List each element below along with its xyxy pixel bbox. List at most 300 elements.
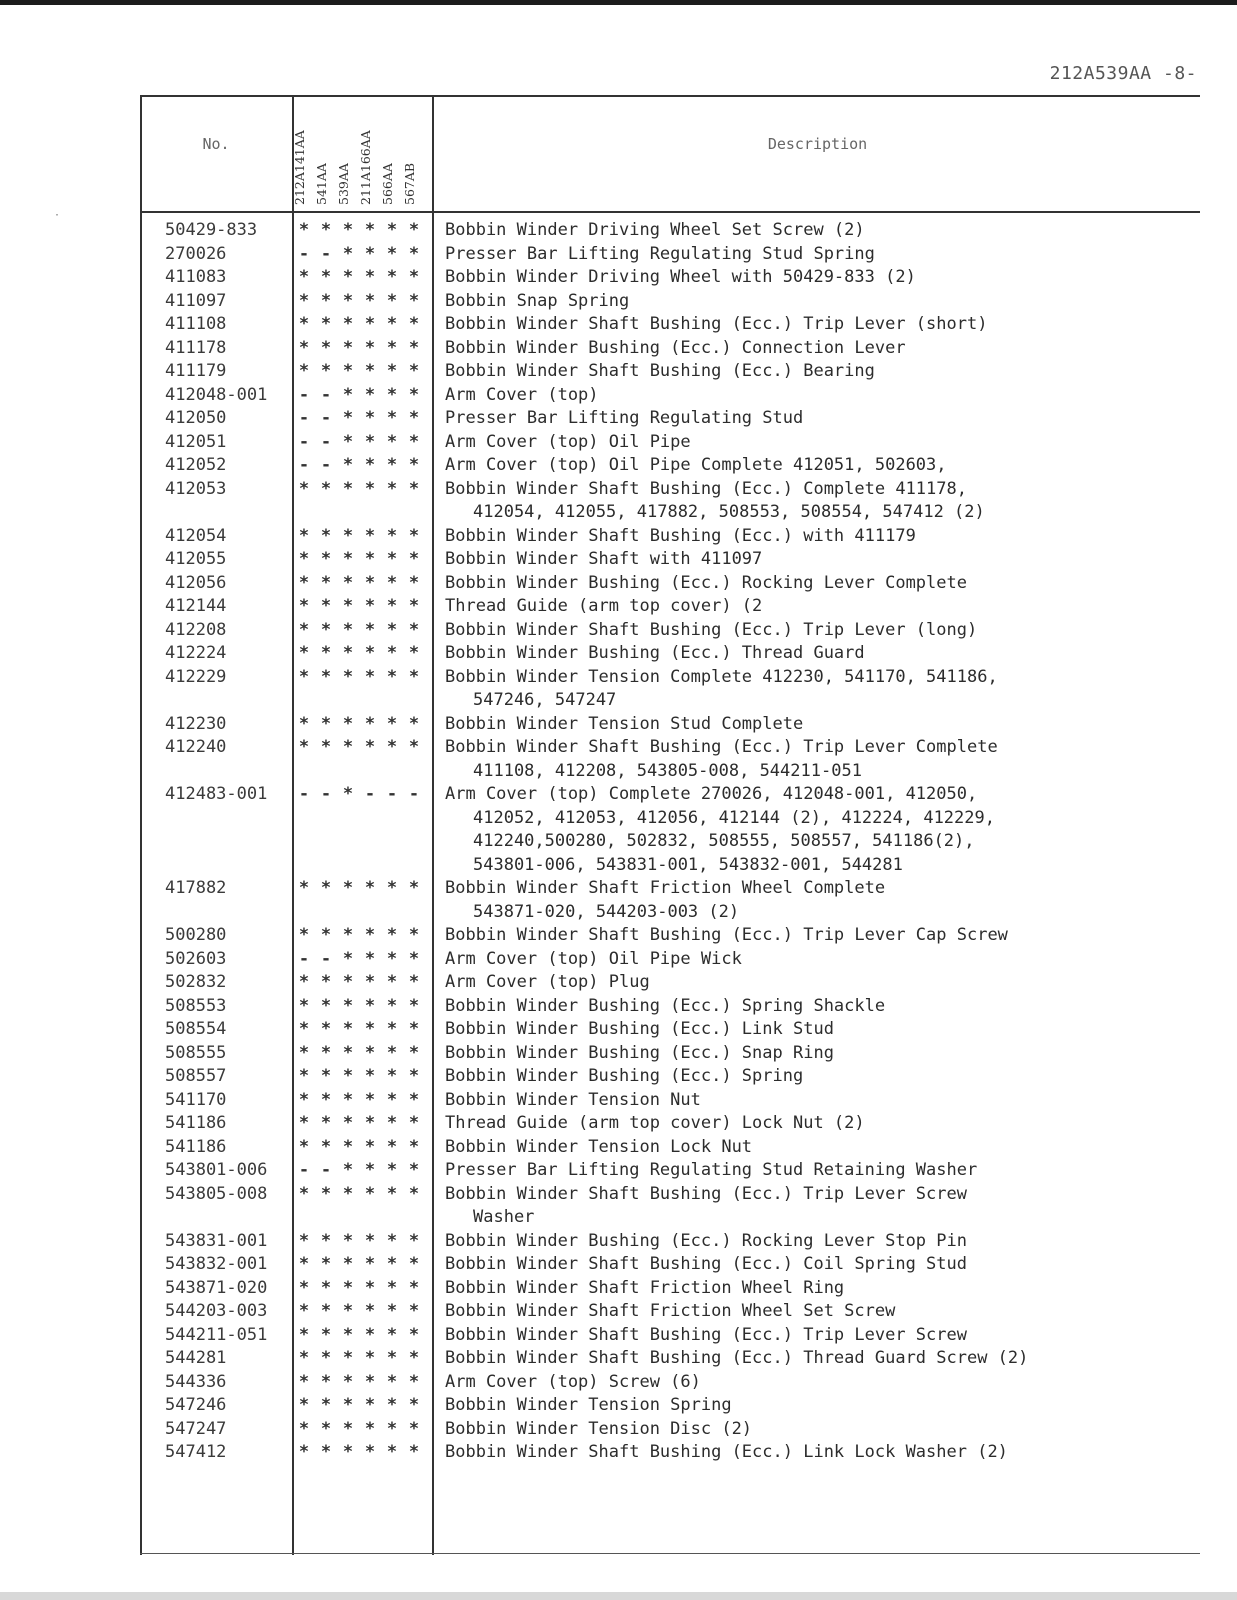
model-mark: * xyxy=(386,290,398,311)
model-mark: * xyxy=(342,220,354,240)
description-line: Bobbin Winder Shaft Friction Wheel Complete xyxy=(445,878,886,898)
model-mark: * xyxy=(342,878,354,898)
model-mark: - xyxy=(386,784,398,804)
model-mark: - xyxy=(298,455,310,475)
model-mark: * xyxy=(364,1254,376,1274)
model-mark: * xyxy=(320,314,332,334)
model-mark: * xyxy=(364,431,376,452)
part-number: 541170 xyxy=(165,1089,227,1110)
model-marks xyxy=(294,736,434,760)
part-number: 502832 xyxy=(165,972,227,992)
description-line: Thread Guide (arm top cover) Lock Nut (2) xyxy=(445,1113,865,1133)
table-row xyxy=(140,1136,1200,1160)
description-line: Bobbin Winder Tension Disc (2) xyxy=(445,1418,753,1439)
model-mark: * xyxy=(364,314,376,334)
description-line: Bobbin Winder Shaft Bushing (Ecc.) Coil Spring Stud xyxy=(445,1254,967,1274)
model-mark: * xyxy=(364,948,376,969)
model-mark: * xyxy=(408,267,420,287)
model-mark: * xyxy=(342,1442,354,1462)
description-line: Bobbin Winder Bushing (Ecc.) Snap Ring xyxy=(445,1042,834,1063)
part-description xyxy=(445,243,1200,267)
model-mark: * xyxy=(386,948,398,969)
model-mark: * xyxy=(386,596,398,616)
model-marks xyxy=(294,642,434,666)
model-mark: * xyxy=(386,1277,398,1298)
model-mark: * xyxy=(342,713,354,734)
model-mark: * xyxy=(298,643,310,663)
model-mark: * xyxy=(342,1089,354,1110)
part-description xyxy=(445,1347,1200,1371)
model-mark: * xyxy=(364,1019,376,1039)
part-number: 544336 xyxy=(165,1371,227,1392)
margin-speck: · xyxy=(54,210,61,221)
model-mark: * xyxy=(298,972,310,992)
part-description xyxy=(445,407,1200,431)
part-description xyxy=(445,548,1200,572)
model-mark: * xyxy=(342,1418,354,1439)
table-row xyxy=(140,525,1200,549)
description-continuation: 412240,500280, 502832, 508555, 508557, 541186(2), xyxy=(473,831,975,851)
description-line: Bobbin Winder Shaft Bushing (Ecc.) Trip Lever Cap Screw xyxy=(445,925,1008,945)
model-mark: * xyxy=(342,384,354,405)
part-description xyxy=(445,1159,1200,1183)
model-mark: * xyxy=(364,243,376,264)
table-row xyxy=(140,924,1200,948)
part-number: 412051 xyxy=(165,431,227,452)
model-mark: * xyxy=(364,1324,376,1345)
model-marks xyxy=(294,219,434,243)
part-description xyxy=(445,384,1200,408)
part-number: 50429-833 xyxy=(165,220,258,240)
table-row xyxy=(140,1277,1200,1301)
model-mark: - xyxy=(320,1160,332,1180)
model-mark: * xyxy=(298,1230,310,1251)
model-mark: * xyxy=(320,1371,332,1392)
model-mark: * xyxy=(386,1230,398,1251)
part-number: 411097 xyxy=(165,290,227,311)
model-mark: * xyxy=(364,337,376,358)
table-row xyxy=(140,1300,1200,1324)
model-mark: * xyxy=(298,1066,310,1086)
model-mark: * xyxy=(386,1089,398,1110)
description-line: Arm Cover (top) Oil Pipe xyxy=(445,431,691,452)
model-mark: * xyxy=(298,1183,310,1204)
model-mark: * xyxy=(298,220,310,240)
description-line: Bobbin Winder Shaft Bushing (Ecc.) Trip Lever Complete xyxy=(445,737,998,757)
model-mark: * xyxy=(386,408,398,428)
model-mark: * xyxy=(320,549,332,569)
model-mark: * xyxy=(298,713,310,734)
table-bottom-border xyxy=(140,1553,1200,1554)
model-mark: * xyxy=(342,431,354,452)
part-description xyxy=(445,313,1200,337)
model-mark: * xyxy=(386,1183,398,1204)
model-mark: * xyxy=(386,1324,398,1345)
part-number: 417882 xyxy=(165,878,227,898)
model-marks xyxy=(294,1183,434,1207)
description-line: Bobbin Winder Tension Complete 412230, 541170, 541186, xyxy=(445,666,998,687)
part-number: 547247 xyxy=(165,1418,227,1439)
part-description xyxy=(445,1136,1200,1160)
model-mark: * xyxy=(364,643,376,663)
model-marks xyxy=(294,1112,434,1136)
model-mark: * xyxy=(408,361,420,381)
model-mark: * xyxy=(320,267,332,287)
model-mark: * xyxy=(386,314,398,334)
model-mark: * xyxy=(408,290,420,311)
model-mark: * xyxy=(386,220,398,240)
model-mark: * xyxy=(320,713,332,734)
model-mark: * xyxy=(386,972,398,992)
model-mark: * xyxy=(386,478,398,499)
part-description xyxy=(445,1112,1200,1136)
model-mark: * xyxy=(364,290,376,311)
part-description xyxy=(445,1277,1200,1301)
model-mark: * xyxy=(342,408,354,428)
header-description: Description xyxy=(767,135,868,153)
model-mark: * xyxy=(298,596,310,616)
model-mark: * xyxy=(298,314,310,334)
model-marks xyxy=(294,1300,434,1324)
model-marks xyxy=(294,877,434,901)
model-mark: * xyxy=(320,478,332,499)
model-mark: * xyxy=(408,925,420,945)
model-mark: * xyxy=(320,1277,332,1298)
description-line: Bobbin Winder Shaft Bushing (Ecc.) Trip Lever Screw xyxy=(445,1183,967,1204)
description-continuation: 547246, 547247 xyxy=(473,690,617,710)
model-mark: * xyxy=(298,1348,310,1368)
description-line: Bobbin Winder Shaft Bushing (Ecc.) Link Lock Washer (2) xyxy=(445,1442,1008,1462)
model-mark: * xyxy=(408,995,420,1016)
part-description xyxy=(445,713,1200,737)
table-row xyxy=(140,736,1200,783)
model-mark: * xyxy=(408,572,420,593)
model-mark: * xyxy=(342,1371,354,1392)
model-mark: - xyxy=(320,784,332,804)
model-mark: * xyxy=(386,1301,398,1321)
model-mark: * xyxy=(364,220,376,240)
model-mark: * xyxy=(320,1442,332,1462)
model-mark: * xyxy=(386,431,398,452)
part-number: 412052 xyxy=(165,455,227,475)
model-mark: * xyxy=(364,713,376,734)
part-description xyxy=(445,1394,1200,1418)
model-mark: - xyxy=(364,784,376,804)
table-row xyxy=(140,431,1200,455)
table-row xyxy=(140,337,1200,361)
part-number: 543832-001 xyxy=(165,1254,268,1274)
model-mark: * xyxy=(298,619,310,640)
model-mark: * xyxy=(320,1254,332,1274)
model-mark: * xyxy=(408,737,420,757)
model-mark: * xyxy=(364,1042,376,1063)
model-marks xyxy=(294,1089,434,1113)
table-row xyxy=(140,713,1200,737)
description-line: Presser Bar Lifting Regulating Stud Spring xyxy=(445,243,875,264)
model-mark: * xyxy=(320,972,332,992)
part-description xyxy=(445,595,1200,619)
table-row xyxy=(140,1183,1200,1230)
part-description xyxy=(445,736,1200,783)
table-row xyxy=(140,995,1200,1019)
model-mark: * xyxy=(342,737,354,757)
model-mark: * xyxy=(298,1254,310,1274)
model-mark: * xyxy=(298,1042,310,1063)
model-marks xyxy=(294,478,434,502)
description-line: Arm Cover (top) Screw (6) xyxy=(445,1371,701,1392)
model-mark: * xyxy=(298,737,310,757)
model-mark: * xyxy=(298,666,310,687)
model-marks xyxy=(294,924,434,948)
model-mark: * xyxy=(386,1066,398,1086)
model-marks xyxy=(294,1418,434,1442)
part-description xyxy=(445,360,1200,384)
model-mark: * xyxy=(298,1442,310,1462)
part-description xyxy=(445,877,1200,924)
model-mark: * xyxy=(386,1395,398,1415)
model-marks xyxy=(294,1159,434,1183)
model-mark: * xyxy=(364,549,376,569)
model-marks xyxy=(294,1253,434,1277)
model-mark: - xyxy=(320,455,332,475)
model-mark: * xyxy=(320,737,332,757)
table-row xyxy=(140,243,1200,267)
model-mark: * xyxy=(386,243,398,264)
part-number: 411179 xyxy=(165,361,227,381)
model-mark: * xyxy=(342,1254,354,1274)
description-line: Thread Guide (arm top cover) (2 xyxy=(445,596,763,616)
model-mark: * xyxy=(364,1277,376,1298)
model-mark: * xyxy=(386,1113,398,1133)
model-marks xyxy=(294,1394,434,1418)
model-mark: * xyxy=(320,1230,332,1251)
model-mark: * xyxy=(298,1371,310,1392)
description-line: Bobbin Winder Shaft Bushing (Ecc.) Trip Lever (short) xyxy=(445,314,988,334)
part-number: 270026 xyxy=(165,243,227,264)
model-mark: * xyxy=(364,1136,376,1157)
part-description xyxy=(445,337,1200,361)
table-row xyxy=(140,1042,1200,1066)
part-number: 412230 xyxy=(165,713,227,734)
model-mark: * xyxy=(298,290,310,311)
part-number: 544211-051 xyxy=(165,1324,268,1345)
part-number: 508555 xyxy=(165,1042,227,1063)
part-number: 541186 xyxy=(165,1136,227,1157)
header-models xyxy=(292,97,432,209)
model-header: 566AA xyxy=(380,163,395,205)
model-mark: * xyxy=(386,878,398,898)
model-marks xyxy=(294,243,434,267)
part-number: 412208 xyxy=(165,619,227,640)
part-number: 412050 xyxy=(165,408,227,428)
part-description xyxy=(445,1253,1200,1277)
description-line: Bobbin Winder Shaft Bushing (Ecc.) Trip Lever Screw xyxy=(445,1324,967,1345)
model-mark: * xyxy=(342,1160,354,1180)
model-mark: * xyxy=(342,643,354,663)
model-mark: * xyxy=(342,572,354,593)
model-mark: * xyxy=(320,290,332,311)
model-mark: * xyxy=(320,572,332,593)
part-number: 412056 xyxy=(165,572,227,593)
model-mark: * xyxy=(386,995,398,1016)
model-mark: * xyxy=(408,1183,420,1204)
model-mark: - xyxy=(298,1160,310,1180)
model-mark: * xyxy=(386,525,398,546)
model-mark: * xyxy=(386,1418,398,1439)
description-line: Bobbin Winder Bushing (Ecc.) Rocking Lever Complete xyxy=(445,572,967,593)
model-mark: * xyxy=(298,1136,310,1157)
model-mark: * xyxy=(364,572,376,593)
model-mark: * xyxy=(342,596,354,616)
model-mark: * xyxy=(364,737,376,757)
model-mark: * xyxy=(342,243,354,264)
model-mark: * xyxy=(408,1160,420,1180)
table-row xyxy=(140,219,1200,243)
model-mark: * xyxy=(408,1230,420,1251)
model-mark: * xyxy=(364,478,376,499)
model-marks xyxy=(294,1018,434,1042)
model-mark: * xyxy=(342,1395,354,1415)
description-line: Bobbin Winder Tension Stud Complete xyxy=(445,713,804,734)
description-line: Bobbin Winder Shaft with 411097 xyxy=(445,549,763,569)
model-mark: * xyxy=(408,596,420,616)
model-mark: * xyxy=(386,549,398,569)
model-mark: * xyxy=(386,925,398,945)
part-number: 544203-003 xyxy=(165,1301,268,1321)
model-mark: * xyxy=(298,361,310,381)
model-mark: * xyxy=(298,525,310,546)
table-row xyxy=(140,266,1200,290)
description-line: Bobbin Winder Shaft Bushing (Ecc.) Bearing xyxy=(445,361,875,381)
part-number: 500280 xyxy=(165,925,227,945)
model-mark: * xyxy=(408,525,420,546)
model-header: 539AA xyxy=(336,163,351,205)
model-mark: * xyxy=(298,1019,310,1039)
model-mark: * xyxy=(386,666,398,687)
model-mark: * xyxy=(342,549,354,569)
model-mark: * xyxy=(320,220,332,240)
model-mark: * xyxy=(364,525,376,546)
model-mark: * xyxy=(342,361,354,381)
part-description xyxy=(445,1371,1200,1395)
model-mark: * xyxy=(298,925,310,945)
part-description xyxy=(445,1042,1200,1066)
model-mark: * xyxy=(320,1395,332,1415)
model-marks xyxy=(294,995,434,1019)
model-mark: * xyxy=(320,643,332,663)
model-mark: * xyxy=(342,1230,354,1251)
part-description xyxy=(445,642,1200,666)
table-row xyxy=(140,1018,1200,1042)
model-mark: * xyxy=(342,337,354,358)
model-mark: * xyxy=(408,619,420,640)
model-mark: * xyxy=(342,1019,354,1039)
description-continuation: 543871-020, 544203-003 (2) xyxy=(473,901,740,922)
table-row xyxy=(140,1441,1200,1465)
model-mark: * xyxy=(320,1183,332,1204)
model-mark: * xyxy=(386,643,398,663)
part-description xyxy=(445,1089,1200,1113)
model-mark: * xyxy=(320,525,332,546)
part-number: 543871-020 xyxy=(165,1277,268,1298)
parts-table xyxy=(140,95,1200,1555)
model-marks xyxy=(294,1277,434,1301)
model-mark: * xyxy=(364,1160,376,1180)
table-row xyxy=(140,290,1200,314)
model-mark: * xyxy=(298,267,310,287)
part-number: 411083 xyxy=(165,267,227,287)
model-marks xyxy=(294,1136,434,1160)
part-description xyxy=(445,666,1200,713)
model-mark: * xyxy=(408,1113,420,1133)
model-mark: - xyxy=(320,431,332,452)
model-mark: * xyxy=(320,1066,332,1086)
model-mark: * xyxy=(386,1371,398,1392)
model-mark: * xyxy=(364,925,376,945)
model-mark: * xyxy=(320,1418,332,1439)
model-mark: * xyxy=(320,1301,332,1321)
part-number: 508557 xyxy=(165,1066,227,1086)
model-mark: * xyxy=(408,1348,420,1368)
description-line: Bobbin Winder Shaft Bushing (Ecc.) Thread Guard Screw (2) xyxy=(445,1348,1029,1368)
model-mark: * xyxy=(342,784,354,804)
model-mark: * xyxy=(386,1442,398,1462)
part-description xyxy=(445,948,1200,972)
model-marks xyxy=(294,1371,434,1395)
model-marks xyxy=(294,1230,434,1254)
model-mark: * xyxy=(408,1066,420,1086)
model-mark: * xyxy=(342,666,354,687)
description-line: Presser Bar Lifting Regulating Stud Retaining Washer xyxy=(445,1160,978,1180)
model-mark: * xyxy=(342,972,354,992)
model-header: 541AA xyxy=(314,163,329,205)
model-mark: * xyxy=(408,1395,420,1415)
model-mark: * xyxy=(298,549,310,569)
model-mark: * xyxy=(386,619,398,640)
model-marks xyxy=(294,360,434,384)
model-mark: * xyxy=(408,666,420,687)
model-marks xyxy=(294,1441,434,1465)
description-line: Bobbin Winder Bushing (Ecc.) Rocking Lever Stop Pin xyxy=(445,1230,967,1251)
table-row xyxy=(140,360,1200,384)
table-row xyxy=(140,1418,1200,1442)
model-mark: * xyxy=(320,1324,332,1345)
model-mark: - xyxy=(298,948,310,969)
model-mark: * xyxy=(342,525,354,546)
table-row xyxy=(140,548,1200,572)
model-mark: * xyxy=(298,572,310,593)
model-marks xyxy=(294,713,434,737)
part-description xyxy=(445,1324,1200,1348)
table-top-border-right xyxy=(432,95,1200,97)
model-mark: * xyxy=(342,478,354,499)
table-row xyxy=(140,642,1200,666)
model-mark: * xyxy=(364,1371,376,1392)
table-row xyxy=(140,1065,1200,1089)
part-description xyxy=(445,1230,1200,1254)
model-mark: * xyxy=(320,878,332,898)
table-row xyxy=(140,1394,1200,1418)
description-line: Arm Cover (top) xyxy=(445,384,599,405)
model-mark: * xyxy=(342,995,354,1016)
part-description xyxy=(445,783,1200,877)
model-marks xyxy=(294,525,434,549)
table-row xyxy=(140,1253,1200,1277)
table-row xyxy=(140,1371,1200,1395)
part-description xyxy=(445,431,1200,455)
model-mark: - xyxy=(320,948,332,969)
model-mark: * xyxy=(386,267,398,287)
